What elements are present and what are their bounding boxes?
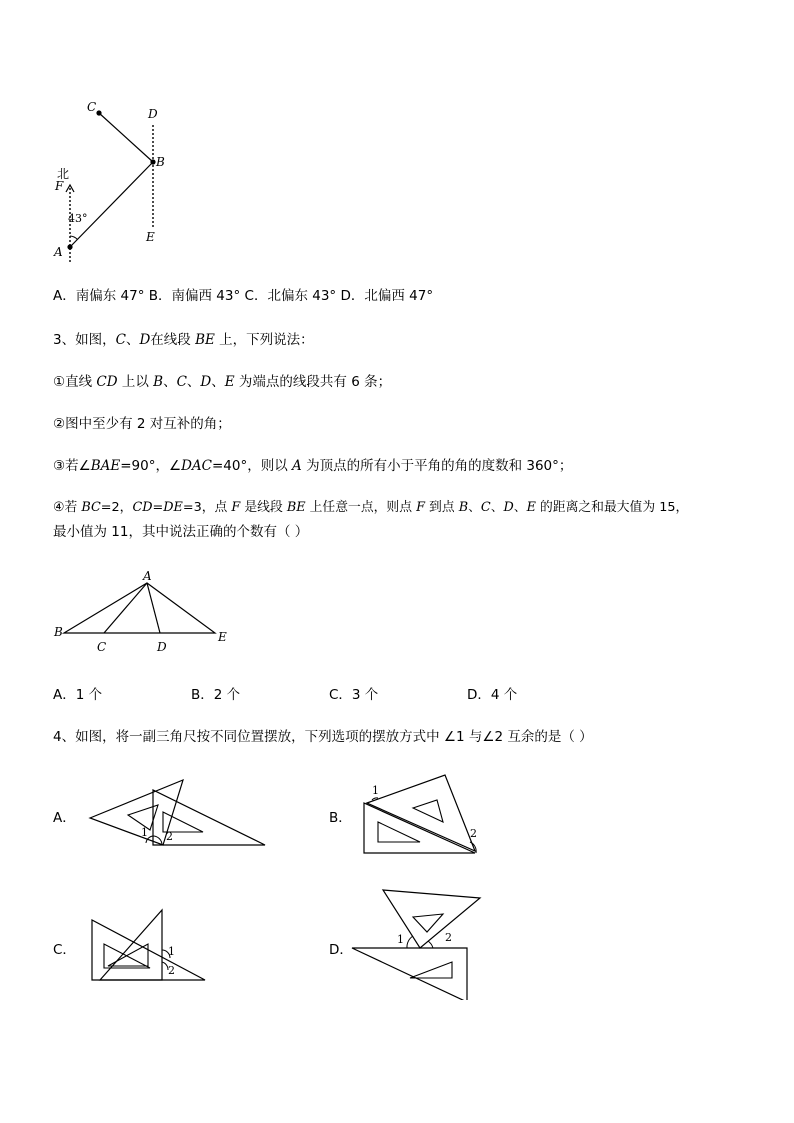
angle-2-label: 2	[166, 830, 173, 843]
set-square-2	[100, 910, 162, 980]
point-a	[67, 244, 72, 249]
label-angle: 43°	[68, 212, 88, 225]
q3-option-b[interactable]: B．2 个	[191, 687, 241, 703]
label-b: B	[156, 155, 165, 169]
q2-options: A．南偏东 47° B．南偏西 43° C．北偏东 43° D．北偏西 47°	[53, 288, 434, 304]
label-d: D	[157, 640, 167, 654]
triangle-abe	[64, 583, 215, 633]
angle-1-label: 1	[168, 945, 175, 958]
q4-option-a-label[interactable]: A．	[53, 810, 76, 826]
q4-option-b-figure	[360, 770, 485, 860]
set-square-2-hole	[163, 812, 203, 832]
label-c: C	[97, 640, 107, 654]
q3-option-d[interactable]: D．4 个	[467, 687, 518, 703]
label-d: D	[148, 107, 158, 121]
angle-1-label: 1	[397, 933, 404, 946]
point-c	[96, 110, 101, 115]
label-f: F	[55, 179, 64, 193]
q3-option-a[interactable]: A．1 个	[53, 687, 103, 703]
q4-option-c-figure	[86, 905, 211, 985]
q3-option-c[interactable]: C．3 个	[329, 687, 379, 703]
set-square-2-hole	[413, 800, 443, 822]
q4-option-b-label[interactable]: B．	[329, 810, 352, 826]
q4-option-d-label[interactable]: D．	[329, 942, 353, 958]
label-a: A	[54, 245, 63, 259]
set-square-1-hole	[413, 914, 443, 932]
q4-option-a-figure	[85, 775, 275, 850]
angle-2-label: 2	[168, 964, 175, 977]
label-north: 北	[57, 167, 70, 181]
q3-statement-4: ④若 BC=2，CD=DE=3，点 F 是线段 BE 上任意一点，则点 F 到点 B、C、D、E 的距离之和最大值为 15，	[53, 500, 689, 515]
q4-stem: 4、如图，将一副三角尺按不同位置摆放，下列选项的摆放方式中 ∠1 与∠2 互余的是（ ）	[53, 729, 593, 745]
set-square-2	[367, 775, 475, 851]
q3-stem: 3、如图，C、D在线段 BE 上，下列说法：	[53, 332, 314, 348]
compass-figure	[50, 96, 180, 266]
q3-statement-4-cont: 最小值为 11，其中说法正确的个数有（ ）	[53, 524, 309, 540]
label-b: B	[54, 625, 63, 639]
segment-ab	[70, 162, 153, 247]
point-b	[150, 159, 155, 164]
q3-triangle-figure	[52, 566, 237, 656]
q3-statement-2: ②图中至少有 2 对互补的角；	[53, 416, 231, 432]
angle-2-label: 2	[470, 827, 477, 840]
q3-statement-1: ①直线 CD 上以 B、C、D、E 为端点的线段共有 6 条；	[53, 374, 392, 390]
label-e: E	[218, 630, 227, 644]
angle-2-arc	[428, 941, 433, 948]
set-square-2-hole	[108, 944, 148, 966]
label-e: E	[146, 230, 155, 244]
q3-statement-3: ③若∠BAE=90°，∠DAC=40°，则以 A 为顶点的所有小于平角的角的度数和 360°；	[53, 458, 573, 474]
angle-2-label: 2	[445, 931, 452, 944]
segment-cb	[99, 113, 153, 162]
q4-option-d-figure	[350, 880, 485, 1000]
angle-1-label: 1	[372, 784, 379, 797]
q4-option-c-label[interactable]: C．	[53, 942, 76, 958]
segment-ac	[104, 583, 147, 633]
angle-1-label: 1	[141, 826, 148, 839]
angle-arc	[70, 236, 78, 240]
set-square-2-hole	[410, 962, 452, 978]
label-a: A	[143, 569, 152, 583]
set-square-2	[352, 948, 467, 1000]
label-c: C	[87, 100, 97, 114]
angle-1-arc	[407, 936, 413, 948]
